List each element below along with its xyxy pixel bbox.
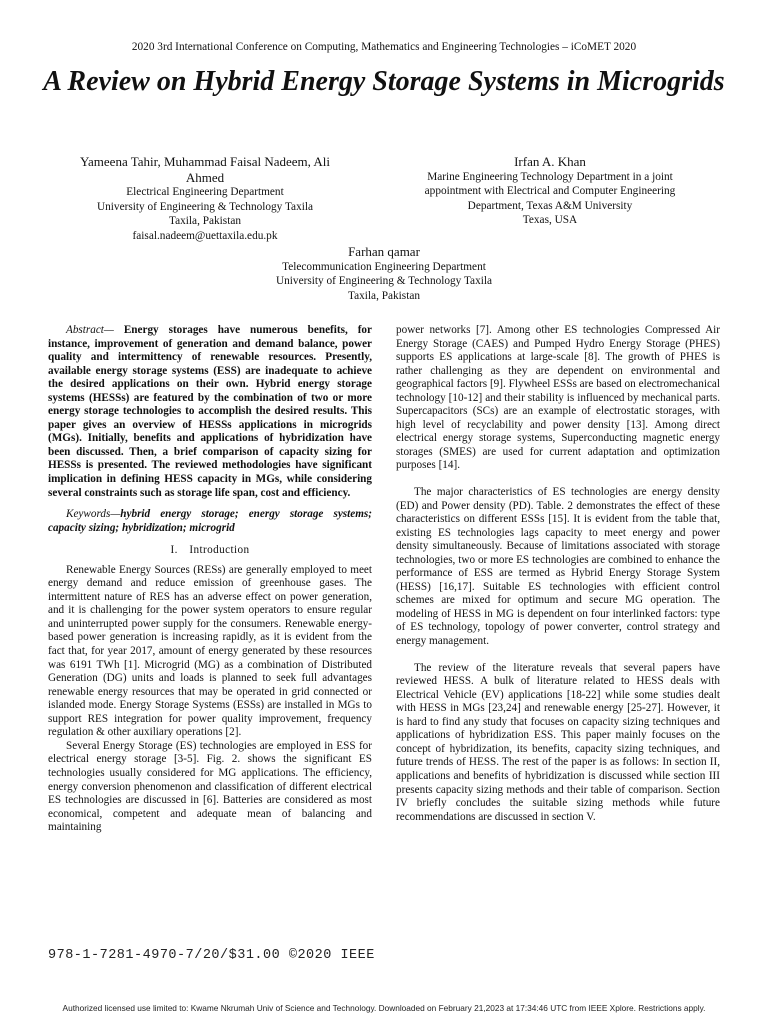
affiliation-line: Electrical Engineering Department <box>126 186 284 198</box>
affiliation-line: University of Engineering & Technology Taxila <box>275 275 493 287</box>
affiliation-line: University of Engineering & Technology Taxila <box>96 200 314 213</box>
author-block-1 <box>60 154 350 243</box>
paragraph-1: Renewable Energy Sources (RESs) are generally employed to meet energy demand and reduce emission of greenhouse gases. The intermittent nature of RES has an adverse effect on power generation, and it is challenging for the power system operators to ensure regular and uninterrupted power supply for the consumers. Renewable energy-based power generation is increasing rapidly, as it is evident from the fact that, for year 2017, amount of energy generated by these resources was 6191 TWh [1]. Microgrid (MG) as a combination of Distributed Generation (DG) units and loads is planned to seek full advantages renewable energy resources that may be operated in grid connected or islanded mode. Energy Storage Systems (ESSs) are installed in MGs to support RES integration for power quality improvement, frequency regulation & other auxiliary operations [2]. <box>48 563 372 739</box>
conference-header: 2020 3rd International Conference on Computing, Mathematics and Engineering Technologies – iCoMET 2020 <box>131 41 637 53</box>
paper-title: A Review on Hybrid Energy Storage Systems in Microgrids <box>43 66 725 97</box>
keywords-text: hybrid energy storage; energy storage systems; capacity sizing; hybridization; microgrid <box>48 508 372 534</box>
keywords-label: Keywords— <box>66 508 121 521</box>
affiliation-line: Taxila, Pakistan <box>348 289 420 302</box>
paragraph-5: The review of the literature reveals that several papers have reviewed HESS. A bulk of literature related to HESS deals with Electrical Vehicle (EV) applications [18-22] while some studies dealt with HESS in MGs [23,24] and renewable energy [25-27]. However, it is hard to find any study that focuses on capacity sizing techniques and applications of hybridization ESS. This paper mainly focuses on the concept of hybridization, its benefits, capacity sizing techniques, and future trends of HESS. The rest of the paper is as follows: In section II, applications and benefits of hybridization is discussed while section III presents capacity sizing methods and their table of comparison. Section IV briefly concludes the suitable sizing methods while future recommendations are discussed in section V. <box>396 661 720 823</box>
isbn-copyright: 978-1-7281-4970-7/20/$31.00 ©2020 IEEE <box>48 948 375 963</box>
license-notice: Authorized licensed use limited to: Kwame Nkrumah Univ of Science and Technology. Downloaded on February 21,2023 at 17:34:46 UTC from IEEE Xplore. Restrictions apply. <box>62 1003 706 1013</box>
abstract <box>48 324 372 500</box>
affiliation-line: Marine Engineering Technology Department in a joint appointment with Electrical and Computer Engineering Department, Texas A&M University <box>424 170 676 212</box>
author-block-2 <box>400 154 700 228</box>
right-column <box>396 324 720 824</box>
author-names: Farhan qamar <box>348 244 420 259</box>
abstract-text: Energy storages have numerous benefits, for instance, improvement of generation and demand balance, power quality and intermittency of renewable resources. Presently, available energy storage systems (ESS) are inadequate to achieve the desired applications on their own. Hybrid energy storage systems (HESSs) are featured by the combination of two or more energy storage technologies to accomplish the desired results. This paper gives an overview of HESSs applications in microgrids (MGs). Initially, benefits and applications of hybridization have been discussed. Then, a brief comparison of capacity sizing for HESSs is presented. The reviewed methodologies have significant implication in defining HESS capacity in MGs, while considering several constraints such as storage life span, cost and efficiency. <box>48 324 372 499</box>
abstract-label: Abstract— <box>66 324 114 336</box>
author-names: Yameena Tahir, Muhammad Faisal Nadeem, Ali Ahmed <box>79 154 331 185</box>
paragraph-2: Several Energy Storage (ES) technologies are employed in ESS for electrical energy storage [3-5]. Fig. 2. shows the significant ES technologies usually considered for MG applications. The efficiency, energy conversion phenomenon and classification of different electrical ES technologies are discussed in [6]. Batteries are considered as most economical, competent and adequate mean of balancing and maintaining <box>48 739 372 834</box>
author-email: faisal.nadeem@uettaxila.edu.pk <box>132 229 278 242</box>
paragraph-4: The major characteristics of ES technologies are energy density (ED) and Power density (PD). Table. 2 demonstrates the effect of these characteristics on different ESSs [15]. It is evident from the table that, existing ES technologies lags capacity to meet energy and power density simultaneously. Because of limitations associated with storage technologies, two or more ES technologies are combined to enhance the performance of ESS are termed as Hybrid Energy Storage System (HESS) [16,17]. Suitable ES technologies with efficient control schemes are mixed for optimum and secure MG operation. The modeling of HESS in MG is dependent on four interlinked factors: type of ES technology, topology of power converter, control strategy and energy management. <box>396 486 720 648</box>
affiliation-line: Telecommunication Engineering Department <box>282 260 486 273</box>
affiliation-line: Texas, USA <box>522 214 578 226</box>
affiliation-line: Taxila, Pakistan <box>169 215 241 227</box>
paragraph-3: power networks [7]. Among other ES technologies Compressed Air Energy Storage (CAES) and Pumped Hydro Energy Storage (PHES) supports ES applications at large-scale [8]. The growth of PHES is rather challenging as they are dependent on environmental and geographical factors [9]. Flywheel ESSs are based on electromechanical technology [10-12] and their stability is influenced by mechanical parts. Supercapacitors (SCs) are an example of electrostatic storages, with high level of recyclability and power density [13]. Among direct electrical energy storage systems, Superconducting magnetic energy storages (SMES) are used for current adaptation and optimization purposes [14]. <box>396 324 720 472</box>
keywords <box>48 508 372 535</box>
author-block-3 <box>200 244 568 303</box>
author-names: Irfan A. Khan <box>514 154 586 169</box>
section-heading-introduction: I. Introduction <box>170 544 250 557</box>
left-column <box>48 324 372 835</box>
